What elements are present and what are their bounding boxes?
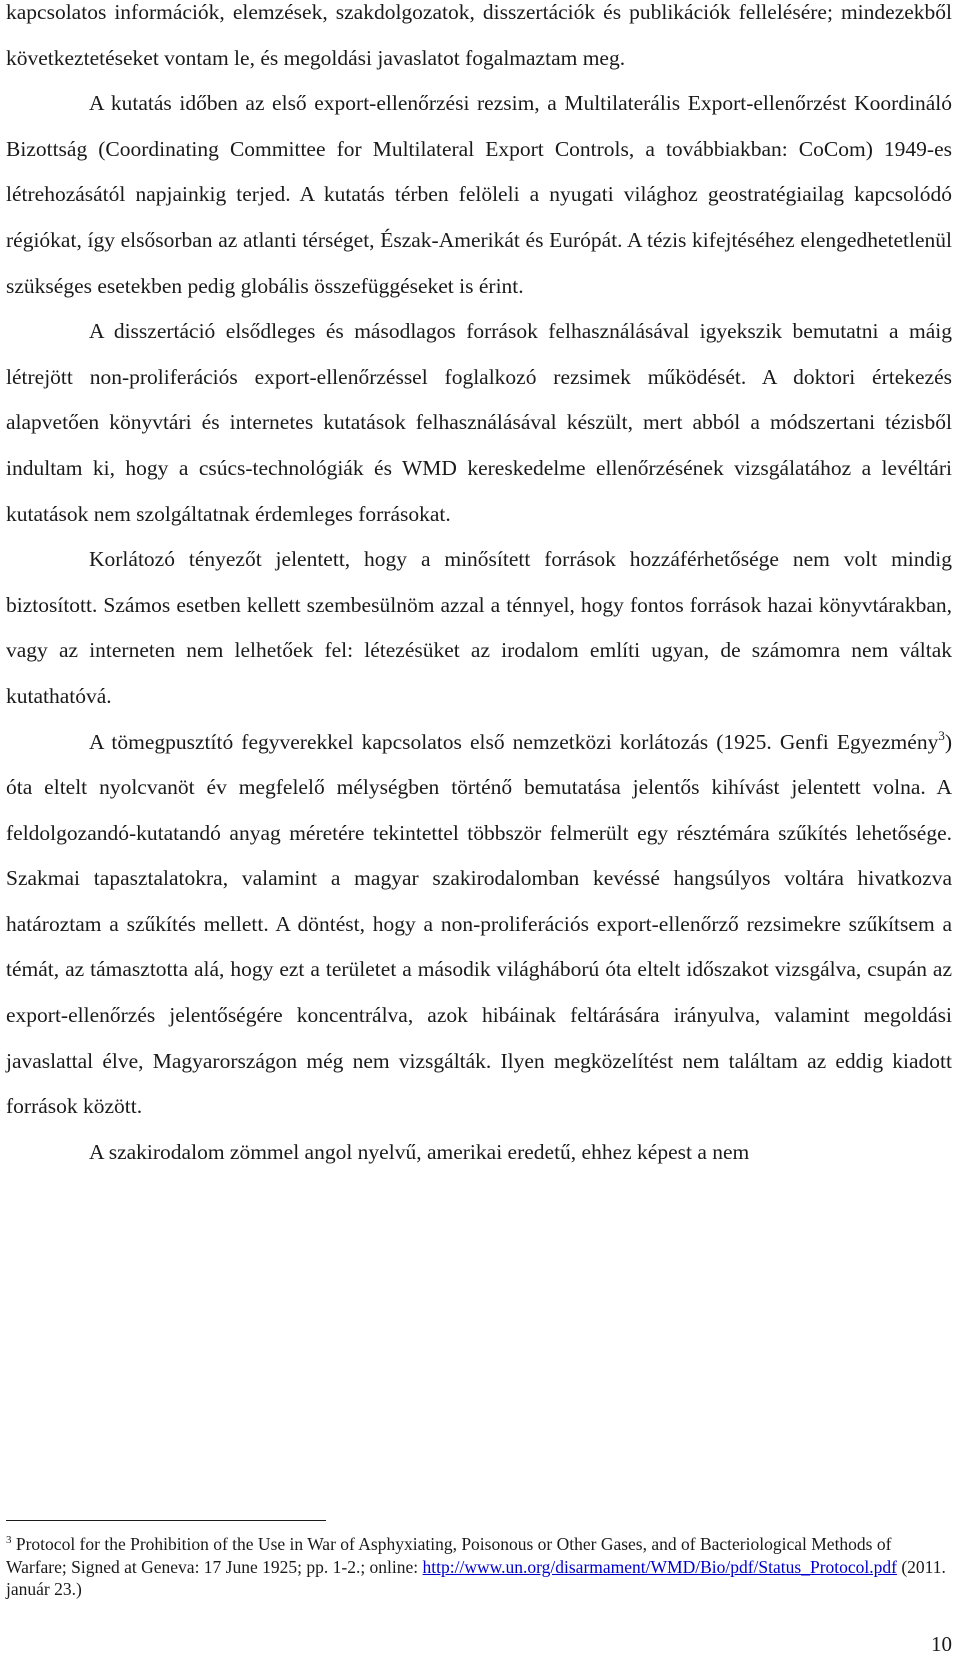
paragraph-with-footnote-ref: [6, 720, 952, 1130]
body-text: [6, 0, 952, 1175]
paragraph: A szakirodalom zömmel angol nyelvű, amerikai eredetű, ehhez képest a nem: [89, 1139, 750, 1164]
paragraph: kapcsolatos információk, elemzések, szakdolgozatok, disszertációk és publikációk fellelésére; mindezekből következtetéseket vontam le, és megoldási javaslatot fogalmaztam meg.: [6, 0, 952, 70]
footnote: [6, 1533, 946, 1601]
footnote-number: 3: [6, 1534, 12, 1546]
paragraph-text: A tömegpusztító fegyverekkel kapcsolatos első nemzetközi korlátozás (1925. Genfi Egyezmény: [89, 729, 939, 754]
page-number: 10: [931, 1632, 952, 1656]
paragraph: A disszertáció elsődleges és másodlagos források felhasználásával igyekszik bemutatni a máig létrejött non-proliferációs export-ellenőrzéssel foglalkozó rezsimek működését. A doktori értekezés alapvetően könyvtári és internetes kutatások felhasználásával készült, mert abból a módszertani tézisből indultam ki, hogy a csúcs-technológiák és WMD kereskedelme ellenőrzésének vizsgálatához a levéltári kutatások nem szolgáltatnak érdemleges forrásokat.: [6, 319, 952, 526]
paragraph-text: ) óta eltelt nyolcvanöt év megfelelő mélységben történő bemutatása jelentős kihívást jelentett volna. A feldolgozandó-kutatandó anyag méretére tekintettel többször felmerült egy résztémára szűkítés lehetősége. Szakmai tapasztalatokra, valamint a magyar szakirodalomban kevéssé hangsúlyos voltára hivatkozva határoztam a szűkítés mellett. A döntést, hogy a non-proliferációs export-ellenőrző rezsimekre szűkítsem a témát, az támasztotta alá, hogy ezt a területet a második világháború óta eltelt időszakot vizsgálva, csupán az export-ellenőrzés jelentőségére koncentrálva, azok hibáinak feltárására irányulva, valamint megoldási javaslattal élve, Magyarországon még nem vizsgálták. Ilyen megközelítést nem találtam az eddig kiadott források között.: [6, 729, 952, 1119]
footnote-text: Protocol for the Prohibition of the Use in War of Asphyxiating, Poisonous or Other Gases, and of Bacteriological Methods of Warfare; Signed at Geneva: 17 June 1925; pp. 1-2.; online:: [6, 1534, 892, 1577]
paragraph: Korlátozó tényezőt jelentett, hogy a minősített források hozzáférhetősége nem volt mindig biztosított. Számos esetben kellett szembesülnöm azzal a ténnyel, hogy fontos források hazai könyvtárakban, vagy az interneten nem lelhetőek fel: létezésüket az irodalom említi ugyan, de számomra nem váltak kutathatóvá.: [6, 547, 952, 708]
footnote-reference: 3: [938, 727, 945, 743]
footnote-link[interactable]: http://www.un.org/disarmament/WMD/Bio/pdf/Status_Protocol.pdf: [422, 1556, 897, 1577]
footnote-access-date: (2011. január 23.): [6, 1556, 946, 1599]
paragraph: A kutatás időben az első export-ellenőrzési rezsim, a Multilaterális Export-ellenőrzést Koordináló Bizottság (Coordinating Committee for Multilateral Export Controls, a továbbiakban: CoCom) 1949-es létrehozásától napjainkig terjed. A kutatás térben felöleli a nyugati világhoz geostratégiailag kapcsolódó régiókat, így elsősorban az atlanti térséget, Észak-Amerikát és Európát. A tézis kifejtéséhez elengedhetetlenül szükséges esetekben pedig globális összefüggéseket is érint.: [6, 91, 952, 298]
footnote-separator: [6, 1520, 326, 1521]
